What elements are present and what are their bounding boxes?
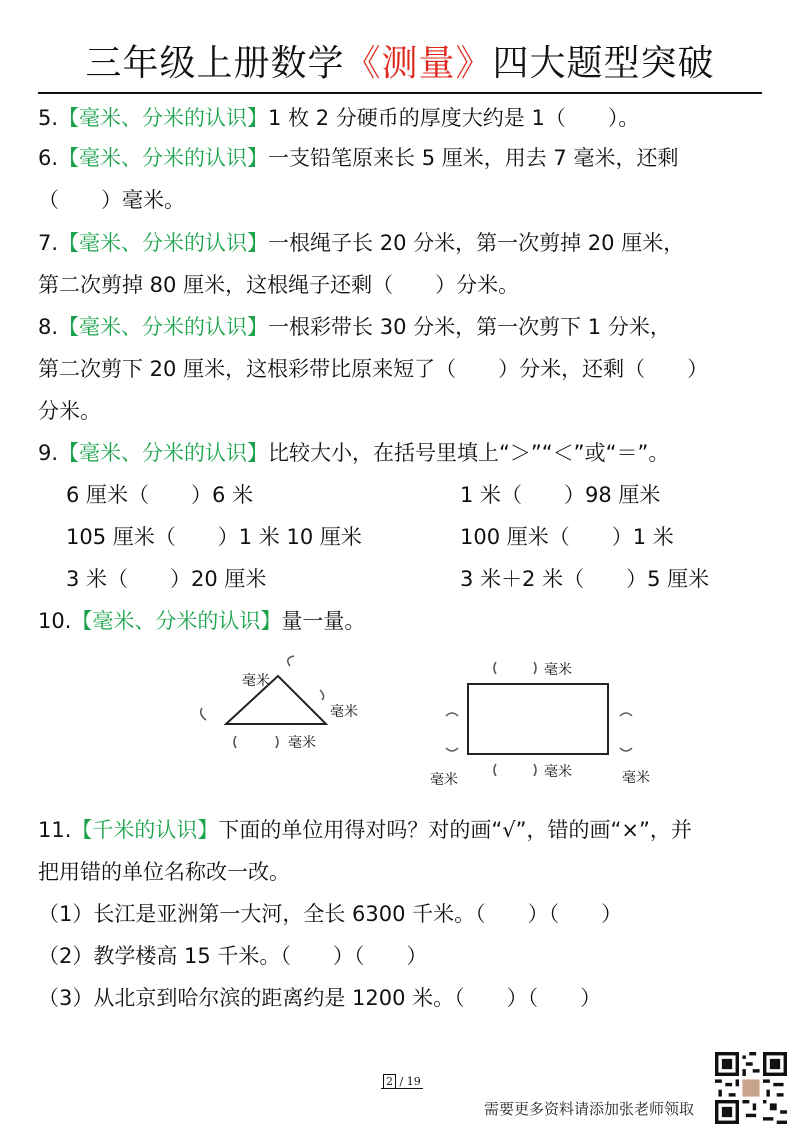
question-6 — [38, 143, 678, 173]
measure-figure-svg — [190, 650, 670, 800]
answer-bracket — [620, 713, 632, 716]
question-10 — [38, 606, 365, 636]
title-highlight: 《测量》 — [344, 43, 493, 84]
unit-label: 毫米 — [288, 735, 316, 751]
question-8-continued: 第二次剪下 20 厘米，这根彩带比原来短了（ ）分米，还剩（ ） — [38, 357, 709, 381]
compare-item: 105 厘米（ ）1 米 10 厘米 — [66, 525, 362, 549]
question-number: 6. — [38, 146, 59, 170]
title-prefix: 三年级上册数学 — [85, 43, 345, 84]
question-text: 下面的单位用得对吗？对的画“√”，错的画“×”，并 — [218, 818, 692, 842]
question-9 — [38, 438, 669, 468]
question-8-continued-2: 分米。 — [38, 399, 101, 423]
unit-label: 毫米 — [544, 764, 572, 780]
page-title — [0, 40, 800, 88]
question-text: 比较大小，在括号里填上“＞”“＜”或“＝”。 — [268, 441, 670, 465]
question-number: 5. — [38, 106, 59, 130]
unit-check-item: （1）长江是亚洲第一大河，全长 6300 千米。（ ）（ ） — [38, 902, 623, 926]
question-text: 一根彩带长 30 分米，第一次剪下 1 分米， — [268, 315, 671, 339]
question-number: 8. — [38, 315, 59, 339]
question-11-continued: 把用错的单位名称改一改。 — [38, 860, 290, 884]
question-7 — [38, 228, 684, 258]
unit-label: 毫米 — [242, 673, 270, 689]
question-number: 9. — [38, 441, 59, 465]
compare-item: 3 米（ ）20 厘米 — [66, 567, 267, 591]
answer-bracket — [534, 662, 536, 674]
question-6-continued: （ ）毫米。 — [38, 188, 185, 212]
topic-tag: 【毫米、分米的认识】 — [71, 609, 282, 633]
question-7-continued: 第二次剪掉 80 厘米，这根绳子还剩（ ）分米。 — [38, 273, 520, 297]
answer-bracket — [201, 708, 206, 720]
compare-item: 100 厘米（ ）1 米 — [460, 525, 674, 549]
unit-label: 毫米 — [544, 662, 572, 678]
page-indicator — [381, 1075, 423, 1089]
qr-code-graphic — [715, 1052, 787, 1124]
answer-bracket — [288, 656, 294, 666]
answer-bracket — [534, 764, 536, 776]
unit-label: 毫米 — [330, 704, 358, 720]
question-text: 一根绳子长 20 分米，第一次剪掉 20 厘米， — [268, 231, 685, 255]
compare-item: 6 厘米（ ）6 米 — [66, 483, 254, 507]
answer-bracket — [446, 713, 458, 716]
topic-tag: 【毫米、分米的认识】 — [58, 231, 269, 255]
qr-code-icon — [715, 1052, 787, 1124]
page-total: / 19 — [399, 1075, 421, 1088]
question-number: 7. — [38, 231, 59, 255]
topic-tag: 【毫米、分米的认识】 — [58, 106, 269, 130]
topic-tag: 【毫米、分米的认识】 — [58, 315, 269, 339]
question-8 — [38, 312, 671, 342]
rectangle-shape — [468, 684, 608, 754]
triangle-shape — [226, 676, 326, 724]
compare-item: 1 米（ ）98 厘米 — [460, 483, 661, 507]
question-number: 10. — [38, 609, 72, 633]
topic-tag: 【千米的认识】 — [71, 818, 219, 842]
answer-bracket — [320, 690, 324, 700]
unit-label: 毫米 — [622, 770, 650, 786]
footer-note: 需要更多资料请添加张老师领取 — [484, 1100, 695, 1118]
answer-bracket — [620, 748, 632, 751]
unit-label: 毫米 — [430, 772, 458, 788]
question-text: 量一量。 — [281, 609, 366, 633]
answer-bracket — [234, 736, 236, 748]
answer-bracket — [446, 748, 458, 751]
compare-item: 3 米＋2 米（ ）5 厘米 — [460, 567, 710, 591]
question-text: 一支铅笔原来长 5 厘米，用去 7 毫米，还剩 — [268, 146, 679, 170]
unit-check-item: （3）从北京到哈尔滨的距离约是 1200 米。（ ）（ ） — [38, 986, 602, 1010]
topic-tag: 【毫米、分米的认识】 — [58, 441, 269, 465]
answer-bracket — [276, 736, 278, 748]
topic-tag: 【毫米、分米的认识】 — [58, 146, 269, 170]
measure-figure — [190, 650, 670, 800]
answer-bracket — [494, 662, 496, 674]
question-number: 11. — [38, 818, 72, 842]
title-suffix: 四大题型突破 — [492, 43, 715, 84]
question-5 — [38, 103, 639, 133]
page-number: 2 — [383, 1074, 396, 1089]
question-text: 1 枚 2 分硬币的厚度大约是 1（ ）。 — [268, 106, 640, 130]
question-11 — [38, 815, 692, 845]
title-underline — [38, 92, 762, 94]
answer-bracket — [494, 764, 496, 776]
unit-check-item: （2）教学楼高 15 千米。（ ）（ ） — [38, 944, 428, 968]
